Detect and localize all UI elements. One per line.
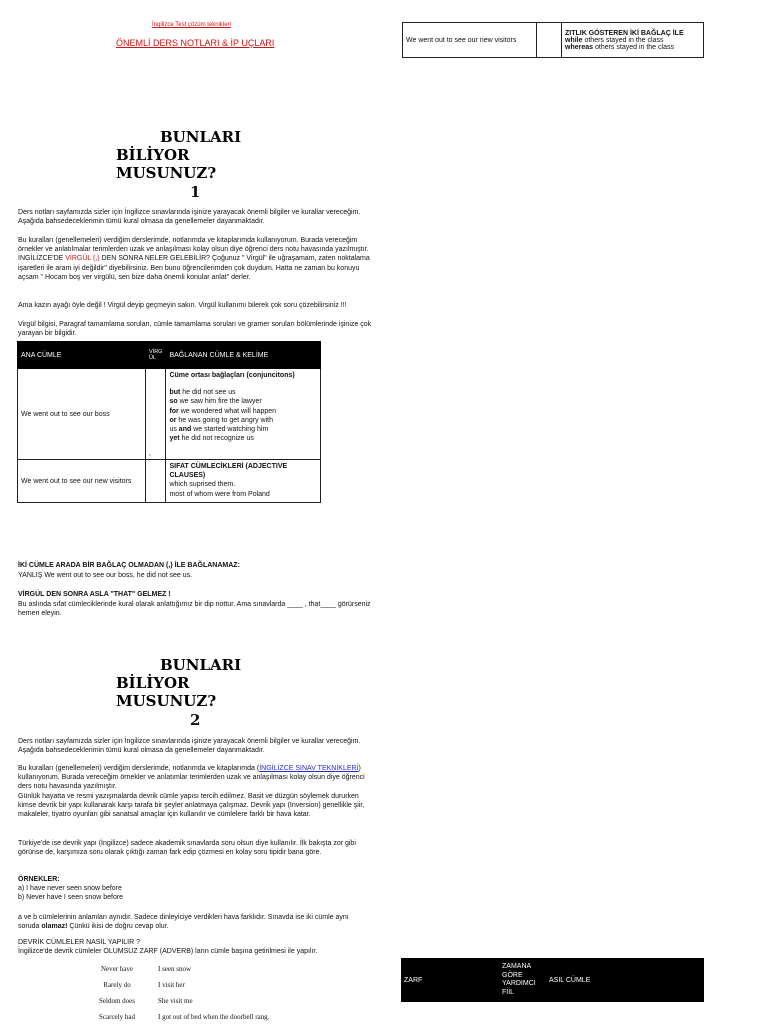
head-baglanan: BAĞLANAN CÜMLE & KELİME — [166, 342, 321, 369]
conj-yet: yet he did not recognize us — [169, 435, 254, 443]
section1-intro: Ders notları sayfamızda sizler için İngilizce sınavlarında işinize yarayacak önemli bilgiler ve kurallar vereceğim. Aşağıda bahsedeceklerimin tümü kural olmasa da genellemeler dayanmaktadır. — [18, 209, 361, 226]
section1-virgul-paragraph: Bu kuralları (genellemeleri) verdiğim derslerimde, notlarımda ve kitaplarımda kullanıyorum. Burada vereceğim örnekler ve anlatılmalar terimlerden uzak ve anlaşılması kolay olsun diye öğrenci ders notu havasında yazılmıştır. İNGİLİZCE'DE VİRGÜL (,) DEN SONRA NELER GELEBİLİR? Çoğunuz " Virgül" ile uğraşamam, zaten noktalama işaretleri ile aram iyi değildir" diyebilirsiniz. Ben bunu öğrencilerimden çok duydum. Hatta ne zaman bu konuyu açsam " Hocam boş ver virgülü, sen bize daha önemli konular anlat" derler. — [18, 237, 370, 281]
adjective-line-2: most of whom were from Poland — [169, 490, 270, 498]
contrast-table — [402, 22, 704, 58]
example-a: a) I have never seen snow before — [18, 885, 122, 892]
inversion-row: Scarcely had I got out of bed when the doorbell rang. — [99, 1013, 270, 1021]
row2-comma — [146, 460, 166, 503]
contrast-main-clause: We went out to see our new visitors — [403, 23, 537, 58]
inversion-header-bar — [401, 958, 704, 1002]
exam-techniques-link[interactable]: İNGİLİZCE SINAV TEKNİKLERİ — [259, 765, 359, 772]
conj-and: us and we started watching him — [169, 426, 269, 434]
conj-so: so we saw him fire the lawyer — [169, 398, 262, 406]
section1-title-line1: BUNLARI — [160, 128, 242, 146]
inversion-examples-table — [80, 961, 273, 1025]
rule2-text: Bu aslında sıfat cümleciklerinde kural olarak anlattığımız bir dip nottur. Ama sınavlarda ____ , that____ görürseniz hemen eleyin. — [18, 601, 371, 618]
row1-conjunctions — [166, 369, 321, 460]
bar-auxiliary: ZAMANA GÖRE YARDIMCI FİİL — [502, 963, 536, 996]
section1-title-line3: MUSUNUZ? — [116, 164, 217, 182]
contrast-clauses-cell — [562, 23, 704, 58]
row1-main-clause: We went out to see our boss — [18, 369, 146, 460]
contrast-title: ZITLIK GÖSTEREN İKİ BAĞLAÇ İLE — [565, 29, 684, 37]
row2-adjective-clauses — [166, 460, 321, 503]
section2-turkey-paragraph: Türkiye'de ise devrik yapı (İngilizce) sadece akademik sınavlarda soru olsun diye kullanılır. İlk bakışta zor gibi görünse de, karşımıza soru olarak çıktığı zaman fark edip çözmesi en kolay soru tipidir bana göre. — [18, 840, 356, 857]
section2-intro: Ders notları sayfamızda sizler için İngilizce sınavlarında işinize yarayacak önemli bilgiler ve kurallar vereceğim. Aşağıda bahsedeceklerimin tümü kural olmasa da genellemeler dayanmaktadır. — [18, 738, 361, 755]
contrast-line-2: whereas others stayed in the class — [565, 43, 674, 51]
devrik-text: İngilizce'de devrik cümleler OLUMSUZ ZARF (ADVERB) ların cümle başına getirilmesi ile yapılır. — [18, 948, 318, 955]
examples-title: ÖRNEKLER: — [18, 876, 60, 883]
section2-title-line3: MUSUNUZ? — [116, 692, 217, 710]
rule1-title: İKİ CÜMLE ARADA BİR BAĞLAÇ OLMADAN (,) İLE BAĞLANAMAZ: — [18, 562, 240, 569]
adjective-line-1: which suprised them. — [169, 481, 236, 489]
section2-inversion-paragraph: Bu kuralları (genellemeleri) verdiğim derslerimde, notlarımda ve kitaplarımda (İNGİLİZCE SINAV TEKNİKLERİ) kullanıyorum. Burada vereceğim örnekler ve anlatımlar terimlerden uzak ve anlaşılması kolay olsun diye öğrenci ders notu havasında yazılmıştır. Günlük hayatta ve resmi yazışmalarda devrik cümle yapısı tercih edilmez. Basit ve düzgün söylemek dururken kimse devrik bir yapı kullanarak karşı tarafa bir şeyler anlatmaya çalışmaz. Devrik yapı (Inversion) genellikle şiir, makaleler, tiyatro oyunları gibi sanatsal amaçlar için kullanılır ve cümlelere farklı bir hava katar. — [18, 765, 365, 819]
conjunctions-title: Cüme ortası bağlaçları (conjuncitons) — [169, 372, 295, 379]
row2-main-clause: We went out to see our new visitors — [18, 460, 146, 503]
inversion-row: Never have I seen snow — [100, 965, 192, 973]
section2-title-line1: BUNLARI — [160, 656, 242, 674]
bar-zarf: ZARF — [404, 977, 423, 984]
rule2-title: VİRGÜL DEN SONRA ASLA "THAT" GELMEZ ! — [18, 591, 171, 598]
bar-asil-cumle: ASIL CÜMLE — [549, 977, 591, 984]
contrast-line-1: while others stayed in the class — [565, 36, 664, 44]
row1-comma: , — [146, 369, 166, 460]
section1-usage-note: Virgül bilgisi, Paragraf tamamlama soruları, cümle tamamlama soruları ve gramer soruları bölümlerinde işinize çok yarayan bir bilgidir. — [18, 321, 372, 338]
section2-same-meaning: a ve b cümlelerinin anlamları aynıdır. Sadece dinleyiciye verdikleri hava farklıdır. Sınavda ise iki cümle aynı soruda olamaz! Çünkü ikisi de doğru cevap olur. — [18, 914, 349, 931]
section2-number: 2 — [190, 711, 201, 729]
conj-or: or he was going to get angry with — [169, 416, 273, 424]
inversion-row: Seldom does She visit me — [99, 997, 193, 1005]
conj-but: but he did not see us — [169, 389, 236, 397]
adjective-clauses-title: SIFAT CÜMLECİKLERİ (ADJECTIVE CLAUSES) — [169, 463, 288, 480]
header-link[interactable]: İngilizce Test çözüm teknikleri — [152, 22, 231, 28]
contrast-comma-cell — [537, 23, 562, 58]
devrik-title: DEVRİK CÜMLELER NASIL YAPILIR ? — [18, 939, 141, 946]
section1-title-line2: BİLİYOR — [116, 146, 190, 164]
rule1-text: YANLIŞ We went out to see our boss, he did not see us. — [18, 572, 193, 579]
example-b: b) Never have I seen snow before — [18, 894, 124, 901]
head-ana-cumle: ANA CÜMLE — [18, 342, 146, 369]
inversion-row: Rarely do I visit her — [103, 981, 185, 989]
conj-for: for we wondered what will happen — [169, 407, 277, 415]
comma-table — [17, 341, 321, 503]
section1-number: 1 — [190, 183, 201, 201]
section1-warning: Ama kazın ayağı öyle değil ! Virgül deyip geçmeyin sakın. Virgül kullanımı bilerek çok soru çözebilirsiniz !!! — [18, 302, 347, 309]
header-subtitle[interactable]: ÖNEMLİ DERS NOTLARI & İP UÇLARI — [116, 38, 275, 48]
section2-title-line2: BİLİYOR — [116, 674, 190, 692]
head-virgul: VİRG ÜL — [146, 342, 166, 369]
